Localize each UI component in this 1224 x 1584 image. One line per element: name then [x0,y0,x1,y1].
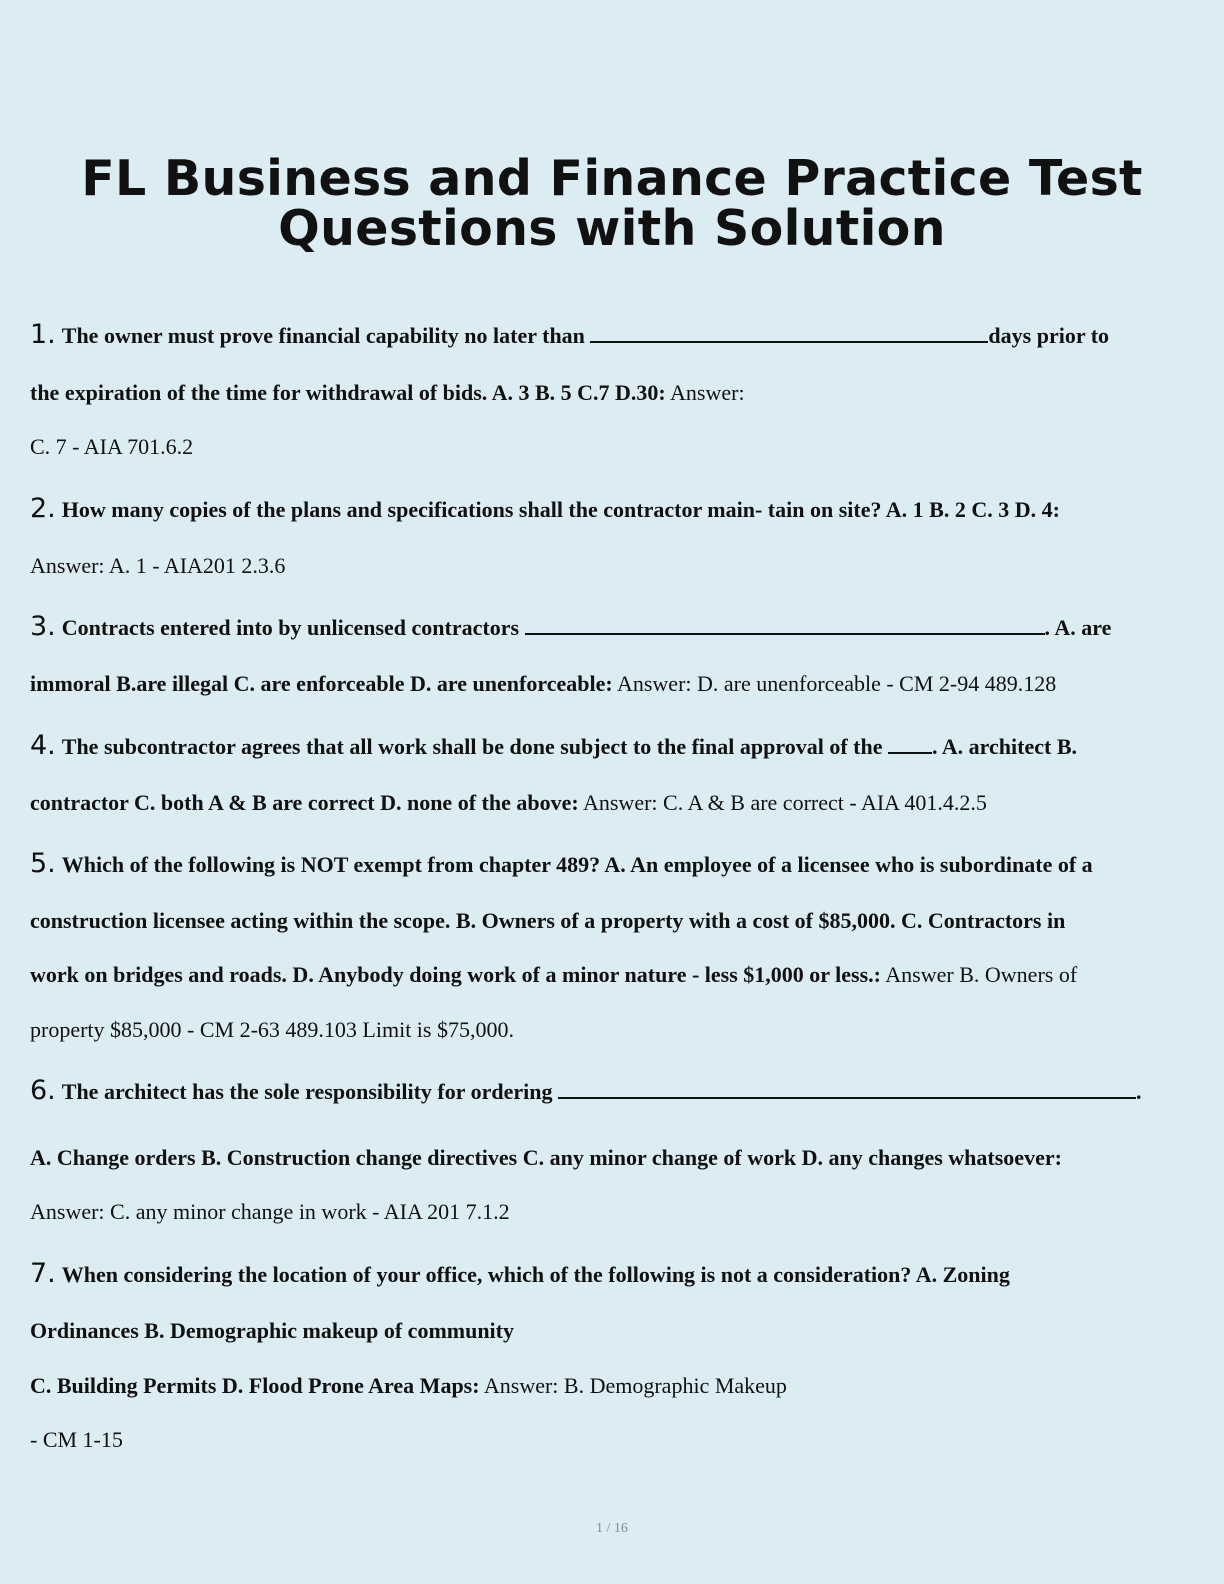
question-number: 1. [30,319,56,350]
question-7-line-3 [30,1373,787,1399]
answer-text: Answer B. Owners of [885,962,1078,987]
question-text: The subcontractor agrees that all work shall be done subject to the final approval of the [61,734,883,759]
question-2-answer [30,553,285,579]
question-5-line-3 [30,962,1077,988]
question-4-line-1 [30,730,1078,761]
question-5-line-1 [30,848,1093,879]
question-text: immoral B.are illegal C. are enforceable D. are unenforceable: [30,671,613,696]
answer-blank [590,323,988,343]
question-text: How many copies of the plans and specifications shall the contractor main- tain on site? A. 1 B. 2 C. 3 D. 4: [61,497,1060,522]
question-6-line-1 [30,1075,1142,1106]
question-1-answer [30,434,193,460]
answer-text: property $85,000 - CM 2-63 489.103 Limit is $75,000. [30,1017,514,1042]
answer-blank [558,1079,1136,1099]
question-text: Which of the following is NOT exempt from chapter 489? A. An employee of a licensee who is subordinate of a [61,852,1093,877]
question-number: 2. [30,493,56,524]
question-1-line-2 [30,380,745,406]
answer-text: Answer: A. 1 - AIA201 2.3.6 [30,553,286,578]
question-text: . A. architect B. [932,734,1078,759]
question-text: A. Change orders B. Construction change directives C. any minor change of work D. any changes whatsoever: [30,1145,1062,1170]
question-text: construction licensee acting within the scope. B. Owners of a property with a cost of $85,000. C. Contractors in [30,908,1066,933]
title-line-2: Questions with Solution [278,200,946,257]
question-4-line-2 [30,790,987,816]
question-text: When considering the location of your office, which of the following is not a consideration? A. Zoning [61,1262,1010,1287]
question-3-line-2 [30,671,1056,697]
question-number: 4. [30,730,56,761]
question-text: the expiration of the time for withdrawal of bids. A. 3 B. 5 C.7 D.30: [30,380,666,405]
answer-blank [888,734,932,754]
question-7-line-2 [30,1318,514,1344]
question-5-answer [30,1017,514,1043]
question-text: work on bridges and roads. D. Anybody doing work of a minor nature - less $1,000 or less.: [30,962,881,987]
question-text: . A. are [1044,615,1112,640]
question-number: 5. [30,848,56,879]
question-text: days prior to [988,323,1110,348]
question-text: The owner must prove financial capability no later than [61,323,585,348]
answer-text: Answer: C. A & B are correct - AIA 401.4.2.5 [582,790,987,815]
question-number: 6. [30,1075,56,1106]
question-number: 7. [30,1258,56,1289]
question-3-line-1 [30,611,1112,642]
answer-blank [525,615,1045,635]
question-6-line-2 [30,1145,1062,1171]
answer-text: - CM 1-15 [30,1427,123,1452]
answer-text: Answer: D. are unenforceable - CM 2-94 489.128 [616,671,1057,696]
answer-text: Answer: C. any minor change in work - AIA 201 7.1.2 [30,1199,510,1224]
document-title [0,150,1224,257]
question-text: . [1135,1079,1142,1104]
question-7-answer [30,1427,123,1453]
question-text: Contracts entered into by unlicensed contractors [61,615,520,640]
question-text: C. Building Permits D. Flood Prone Area Maps: [30,1373,480,1398]
question-7-line-1 [30,1258,1010,1289]
question-2-line-1 [30,493,1060,524]
page-number: 1 / 16 [596,1521,628,1536]
question-1-line-1 [30,319,1110,350]
question-number: 3. [30,611,56,642]
question-text: The architect has the sole responsibility for ordering [61,1079,553,1104]
answer-text: Answer: [670,380,745,405]
question-text: contractor C. both A & B are correct D. none of the above: [30,790,579,815]
question-5-line-2 [30,908,1065,934]
question-6-answer [30,1199,510,1225]
answer-text: C. 7 - AIA 701.6.2 [30,434,194,459]
question-text: Ordinances B. Demographic makeup of community [30,1318,514,1343]
answer-text: Answer: B. Demographic Makeup [483,1373,787,1398]
title-line-1: FL Business and Finance Practice Test [81,150,1143,207]
